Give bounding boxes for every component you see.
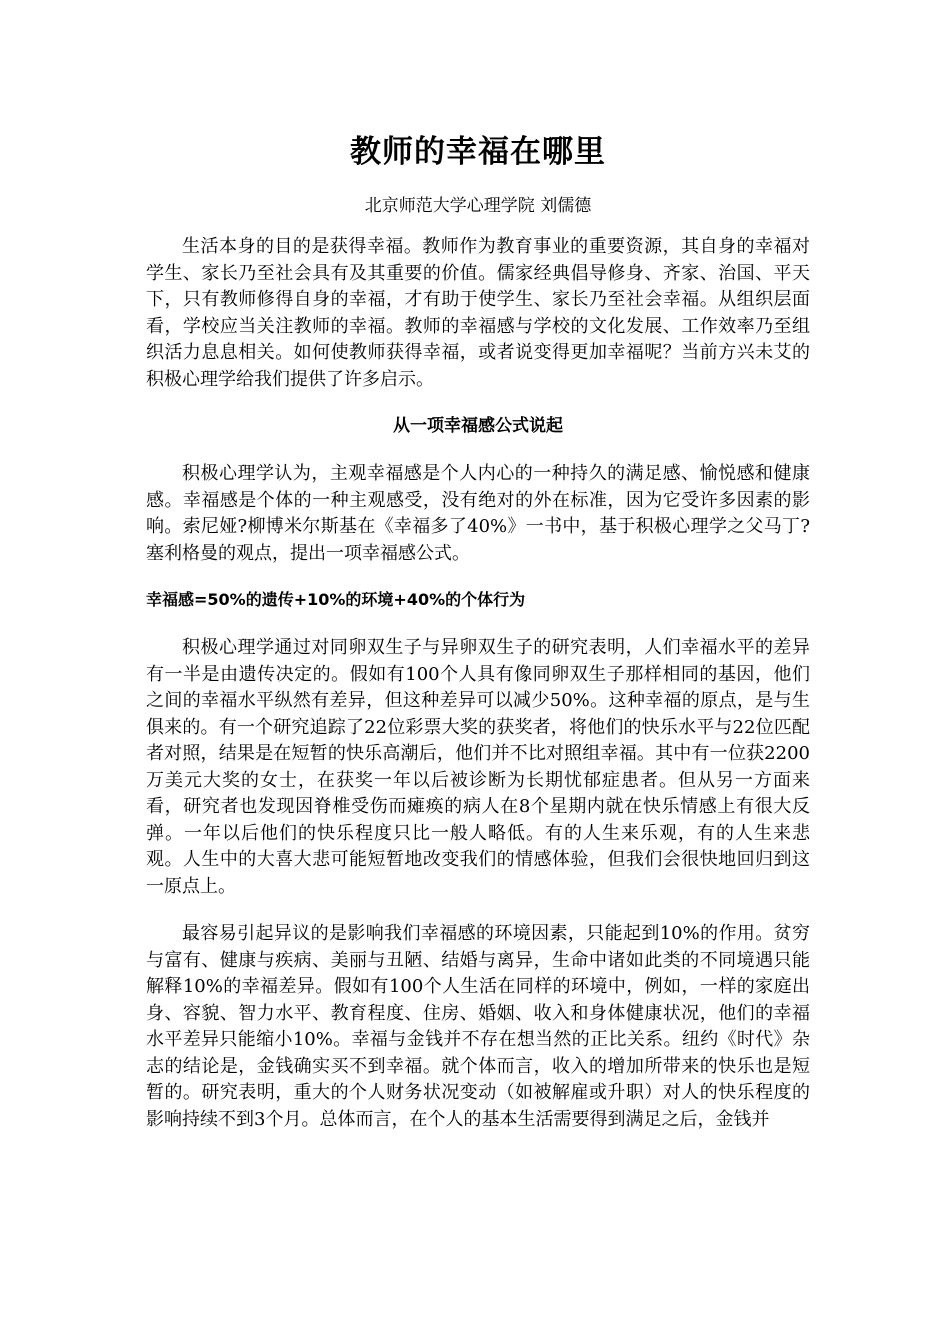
author-line: 北京师范大学心理学院 刘儒德: [364, 196, 592, 216]
page-title: 教师的幸福在哪里: [350, 134, 606, 170]
paragraph-intro: 生活本身的目的是获得幸福。教师作为教育事业的重要资源，其自身的幸福对学生、家长乃至社会具有及其重要的价值。儒家经典倡导修身、齐家、治国、平天下，只有教师修得自身的幸福，才有助于使学生、家长乃至社会幸福。从组织层面看，学校应当关注教师的幸福。教师的幸福感与学校的文化发展、工作效率乃至组织活力息息相关。如何使教师获得幸福，或者说变得更加幸福呢？当前方兴未艾的积极心理学给我们提供了许多启示。: [146, 236, 810, 390]
document-page: [146, 120, 810, 1133]
happiness-formula: 幸福感=50%的遗传+10%的环境+40%的个体行为: [146, 590, 526, 609]
paragraph-genetics: 积极心理学通过对同卵双生子与异卵双生子的研究表明，人们幸福水平的差异有一半是由遗传决定的。假如有100个人具有像同卵双生子那样相同的基因，他们之间的幸福水平纵然有差异，但这种差异可以减少50%。这种幸福的原点，是与生俱来的。有一个研究追踪了22位彩票大奖的获奖者，将他们的快乐水平与22位匹配者对照，结果是在短暂的快乐高潮后，他们并不比对照组幸福。其中有一位获2200万美元大奖的女士，在获奖一年以后被诊断为长期忧郁症患者。但从另一方面来看，研究者也发现因脊椎受伤而瘫痪的病人在8个星期内就在快乐情感上有很大反弹。一年以后他们的快乐程度只比一般人略低。有的人生来乐观，有的人生来悲观。人生中的大喜大悲可能短暂地改变我们的情感体验，但我们会很快地回归到这一原点上。: [146, 637, 810, 897]
paragraph-environment: 最容易引起异议的是影响我们幸福感的环境因素，只能起到10%的作用。贫穷与富有、健康与疾病、美丽与丑陋、结婚与离异，生命中诸如此类的不同境遇只能解释10%的幸福差异。假如有100个人生活在同样的环境中，例如，一样的家庭出身、容貌、智力水平、教育程度、住房、婚姻、收入和身体健康状况，他们的幸福水平差异只能缩小10%。幸福与金钱并不存在想当然的正比关系。纽约《时代》杂志的结论是，金钱确实买不到幸福。就个体而言，收入的增加所带来的快乐也是短暂的。研究表明，重大的个人财务状况变动（如被解雇或升职）对人的快乐程度的影响持续不到3个月。总体而言，在个人的基本生活需要得到满足之后，金钱并: [146, 923, 810, 1130]
section-heading: 从一项幸福感公式说起: [393, 416, 563, 436]
paragraph-formula-intro: 积极心理学认为，主观幸福感是个人内心的一种持久的满足感、愉悦感和健康感。幸福感是个体的一种主观感受，没有绝对的外在标准，因为它受许多因素的影响。索尼娅?柳博米尔斯基在《幸福多了40%》一书中，基于积极心理学之父马丁?塞利格曼的观点，提出一项幸福感公式。: [146, 463, 810, 564]
